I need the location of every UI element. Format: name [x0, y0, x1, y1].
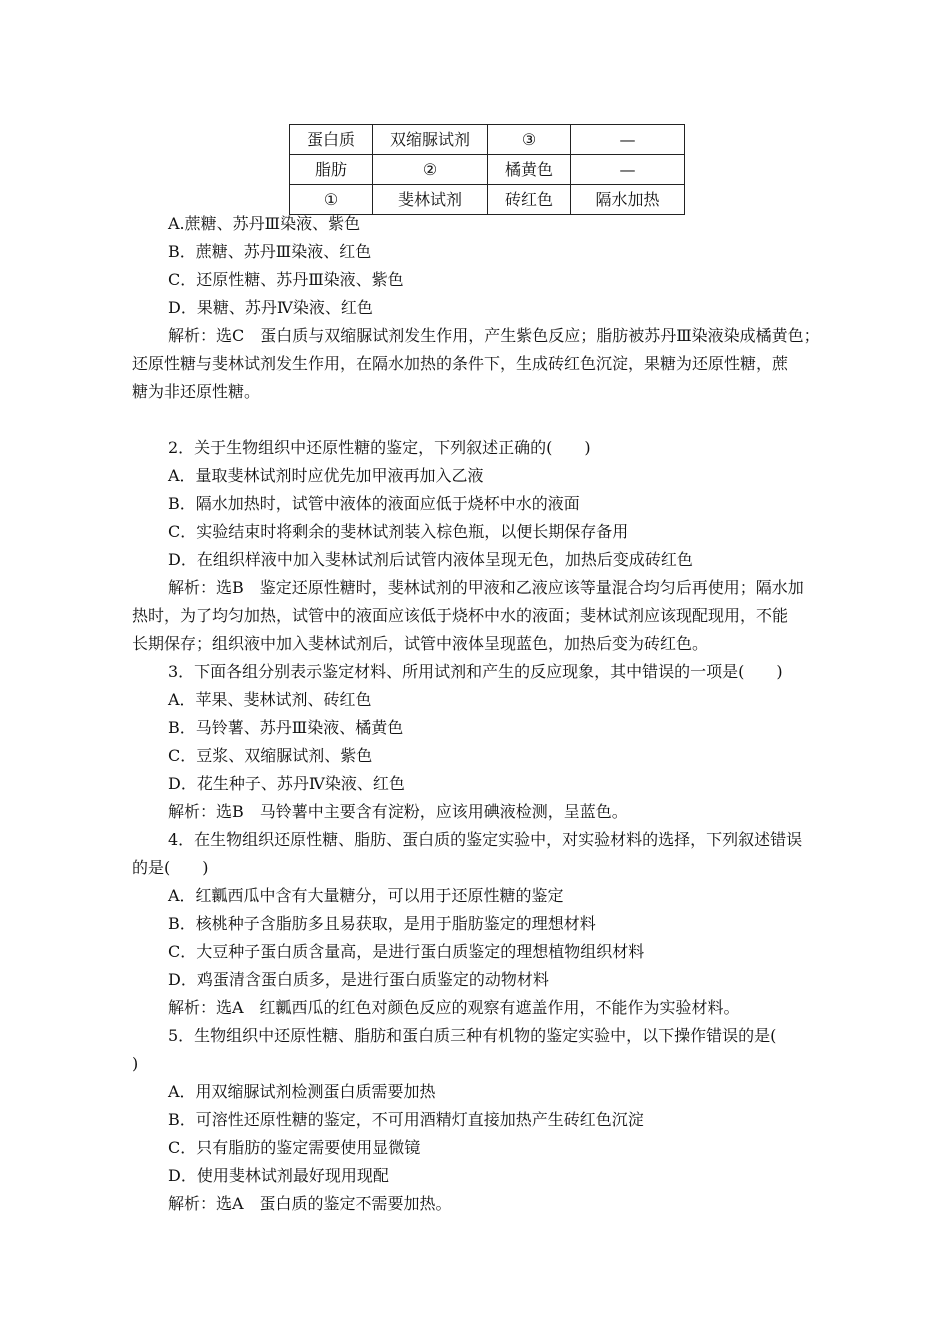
analysis-line: 糖为非还原性糖。: [132, 382, 261, 401]
table-row: [290, 125, 685, 155]
option-c: C．还原性糖、苏丹Ⅲ染液、紫色: [168, 270, 404, 289]
spacer: [144, 406, 844, 434]
question-stem: 5．生物组织中还原性糖、脂肪和蛋白质三种有机物的鉴定实验中，以下操作错误的是(: [168, 1026, 777, 1045]
table-cell: 砖红色: [488, 185, 571, 215]
analysis-line: 热时，为了均匀加热，试管中的液面应该低于烧杯中水的液面；斐林试剂应该现配现用，不能: [132, 606, 789, 625]
analysis-line: 解析：选C 蛋白质与双缩脲试剂发生作用，产生紫色反应；脂肪被苏丹Ⅲ染液染成橘黄色；: [168, 326, 820, 345]
option-b: B．蔗糖、苏丹Ⅲ染液、红色: [168, 242, 372, 261]
table-cell: —: [571, 155, 685, 185]
question-stem: 3．下面各组分别表示鉴定材料、所用试剂和产生的反应现象，其中错误的一项是( ): [168, 662, 783, 681]
table-cell: ①: [290, 185, 373, 215]
option-d: D．果糖、苏丹Ⅳ染液、红色: [168, 298, 373, 317]
option-b: B．核桃种子含脂肪多且易获取，是用于脂肪鉴定的理想材料: [168, 914, 596, 933]
analysis-line: 还原性糖与斐林试剂发生作用，在隔水加热的条件下，生成砖红色沉淀，果糖为还原性糖，蔗: [132, 354, 789, 373]
table-cell: 橘黄色: [488, 155, 571, 185]
table-cell: 斐林试剂: [373, 185, 488, 215]
analysis-line: 解析：选A 红瓤西瓜的红色对颜色反应的观察有遮盖作用，不能作为实验材料。: [168, 998, 740, 1017]
option-a: A．红瓤西瓜中含有大量糖分，可以用于还原性糖的鉴定: [168, 886, 564, 905]
option-b: B．马铃薯、苏丹Ⅲ染液、橘黄色: [168, 718, 404, 737]
analysis-line: 解析：选B 马铃薯中主要含有淀粉，应该用碘液检测，呈蓝色。: [168, 802, 628, 821]
option-c: C．大豆种子蛋白质含量高，是进行蛋白质鉴定的理想植物组织材料: [168, 942, 645, 961]
option-a: A．量取斐林试剂时应优先加甲液再加入乙液: [168, 466, 484, 485]
option-a: A．苹果、斐林试剂、砖红色: [168, 690, 372, 709]
question-stem: ): [132, 1054, 139, 1073]
option-a: A.蔗糖、苏丹Ⅲ染液、紫色: [168, 214, 361, 233]
table-cell: 蛋白质: [290, 125, 373, 155]
option-c: C．豆浆、双缩脲试剂、紫色: [168, 746, 373, 765]
option-d: D．花生种子、苏丹Ⅳ染液、红色: [168, 774, 405, 793]
table-row: [290, 155, 685, 185]
table-cell: ②: [373, 155, 488, 185]
table-cell: 双缩脲试剂: [373, 125, 488, 155]
option-a: A．用双缩脲试剂检测蛋白质需要加热: [168, 1082, 436, 1101]
option-d: D．鸡蛋清含蛋白质多，是进行蛋白质鉴定的动物材料: [168, 970, 549, 989]
question-content: [132, 210, 844, 1218]
table-cell: —: [571, 125, 685, 155]
table-cell: ③: [488, 125, 571, 155]
question-stem: 2．关于生物组织中还原性糖的鉴定，下列叙述正确的( ): [168, 438, 591, 457]
analysis-line: 解析：选B 鉴定还原性糖时，斐林试剂的甲液和乙液应该等量混合均匀后再使用；隔水加: [168, 578, 804, 597]
option-c: C．只有脂肪的鉴定需要使用显微镜: [168, 1138, 421, 1157]
option-b: B．隔水加热时，试管中液体的液面应低于烧杯中水的液面: [168, 494, 580, 513]
table-cell: 隔水加热: [571, 185, 685, 215]
option-d: D．在组织样液中加入斐林试剂后试管内液体呈现无色，加热后变成砖红色: [168, 550, 693, 569]
question-stem: 的是( ): [132, 858, 209, 877]
reagent-table: [289, 124, 685, 215]
analysis-line: 长期保存；组织液中加入斐林试剂后，试管中液体呈现蓝色，加热后变为砖红色。: [132, 634, 709, 653]
option-c: C．实验结束时将剩余的斐林试剂装入棕色瓶，以便长期保存备用: [168, 522, 629, 541]
table-cell: 脂肪: [290, 155, 373, 185]
question-stem: 4．在生物组织还原性糖、脂肪、蛋白质的鉴定实验中，对实验材料的选择，下列叙述错误: [168, 830, 803, 849]
option-b: B．可溶性还原性糖的鉴定，不可用酒精灯直接加热产生砖红色沉淀: [168, 1110, 644, 1129]
option-d: D．使用斐林试剂最好现用现配: [168, 1166, 389, 1185]
analysis-line: 解析：选A 蛋白质的鉴定不需要加热。: [168, 1194, 452, 1213]
